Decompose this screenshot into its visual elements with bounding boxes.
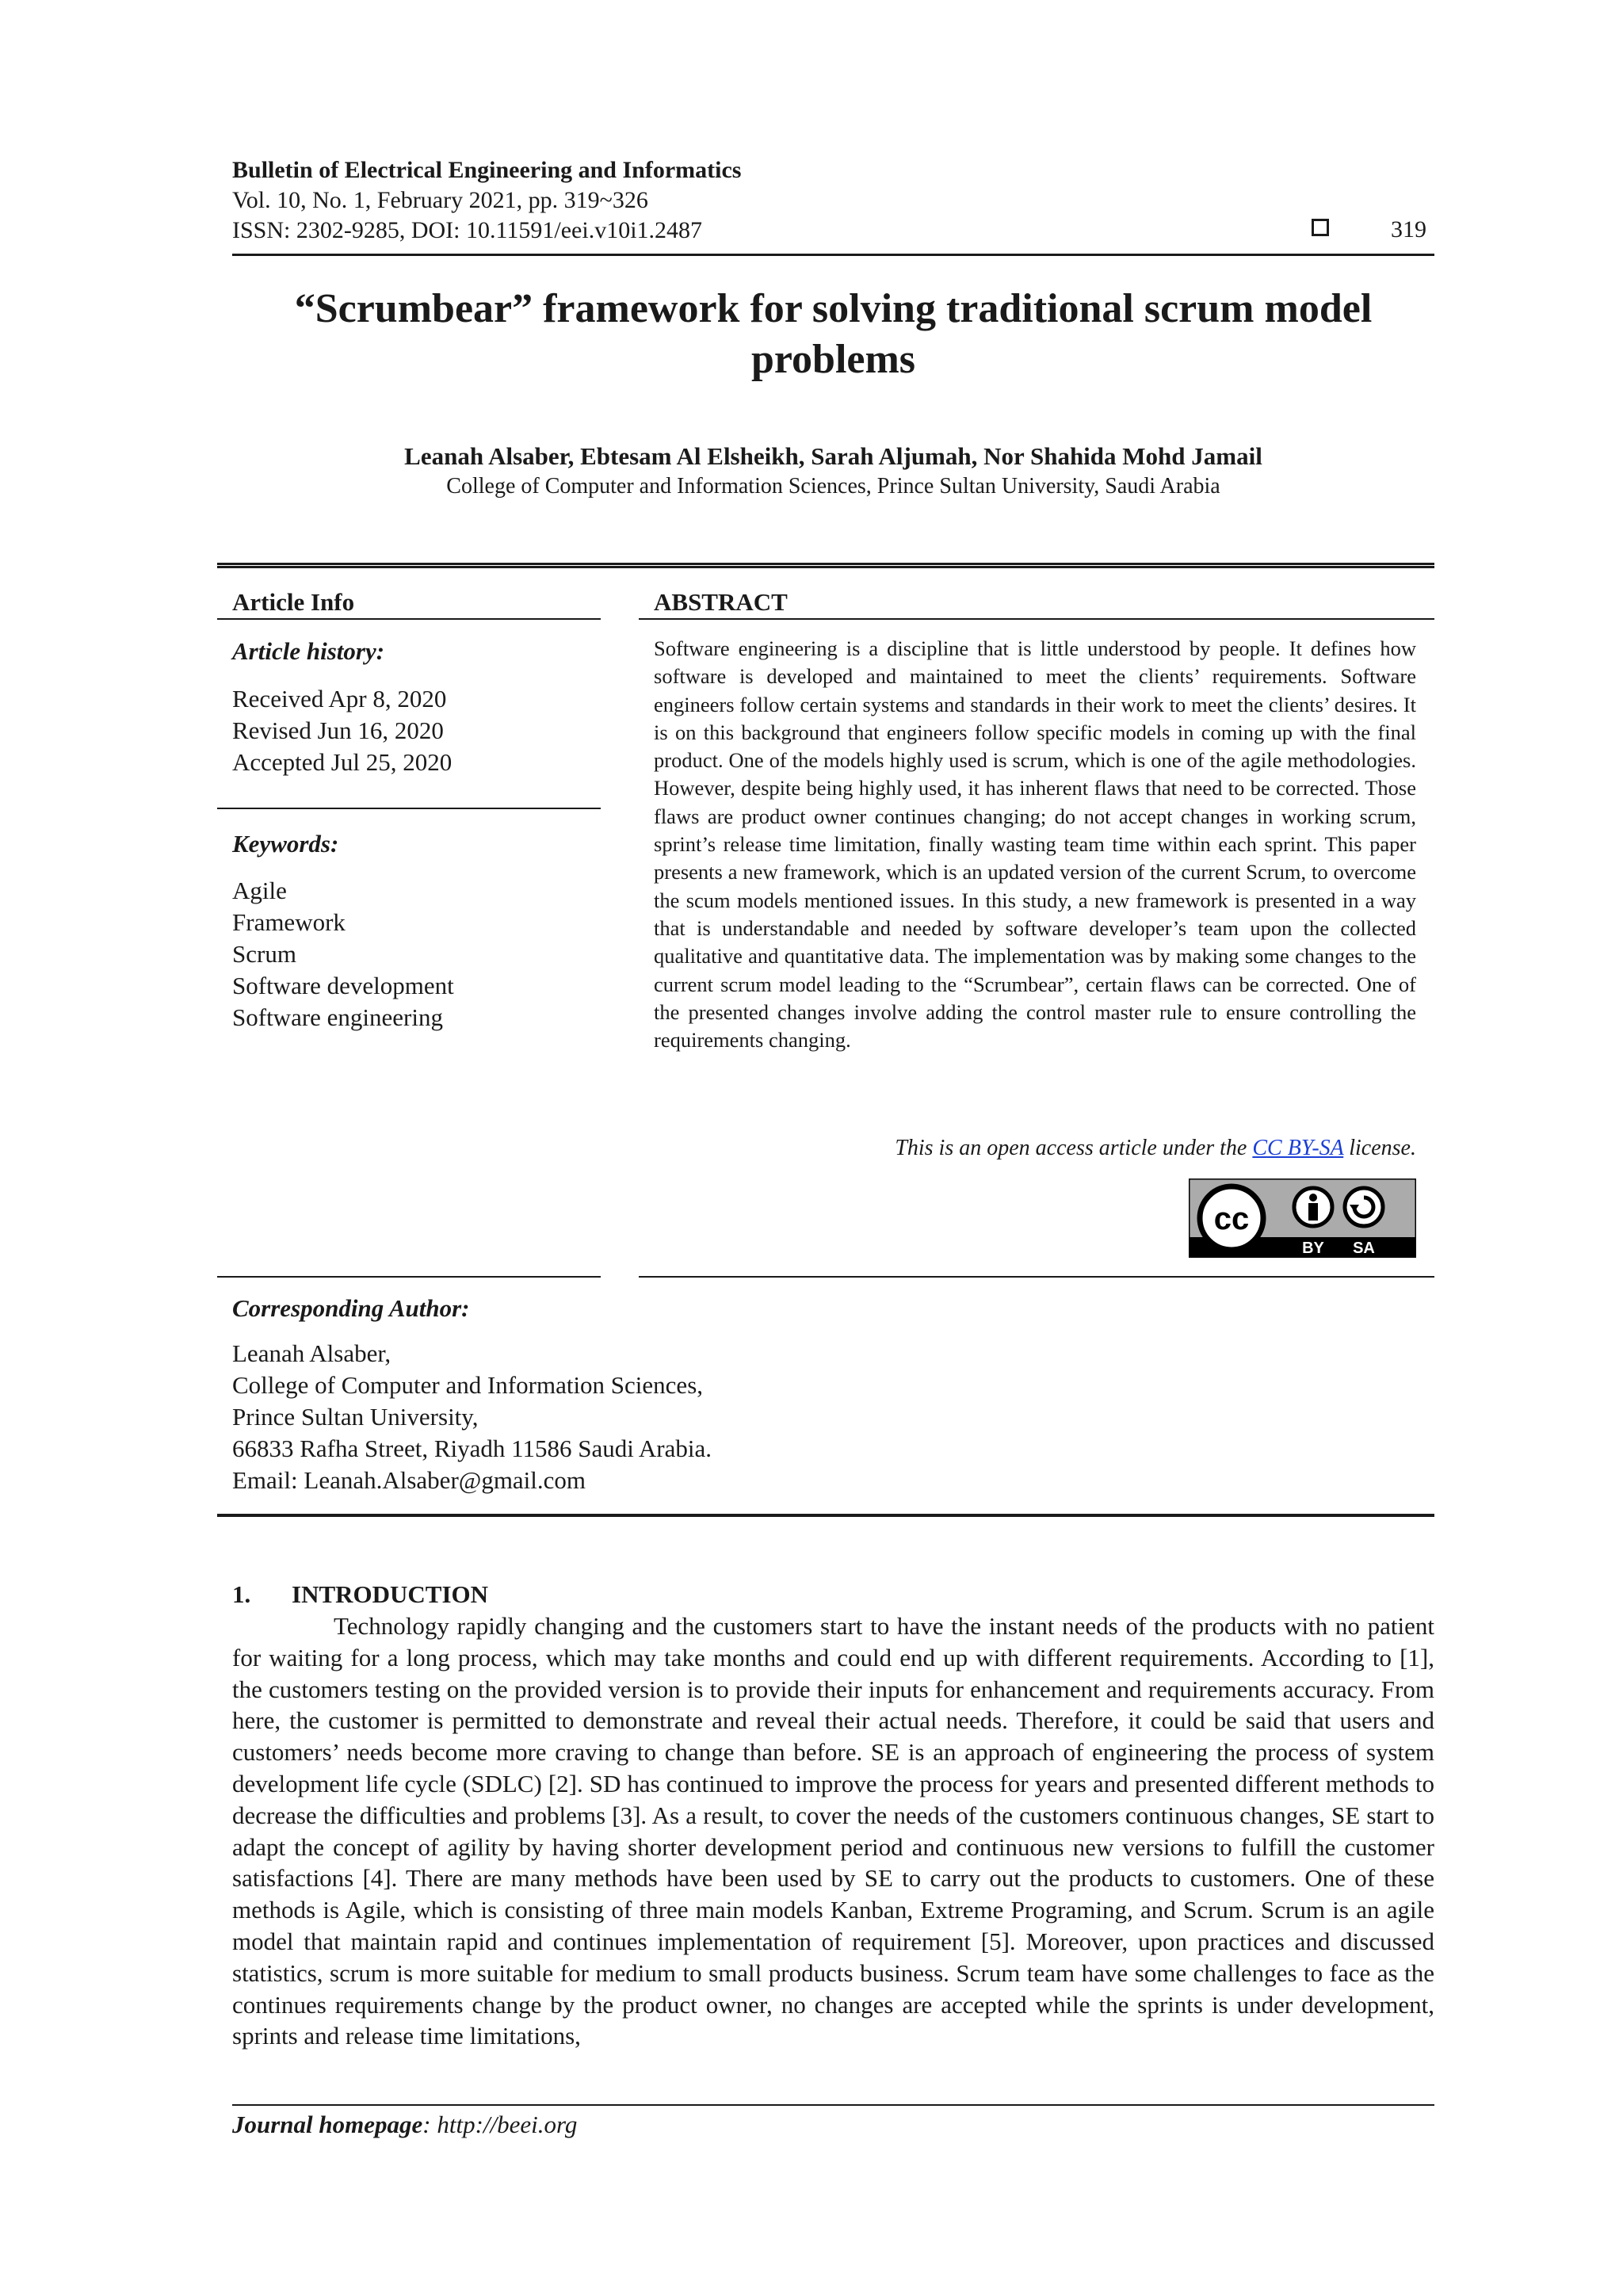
paper-title (232, 284, 1434, 385)
header-rule (232, 254, 1434, 256)
abstract-heading: ABSTRACT (654, 588, 788, 616)
license-statement (654, 1134, 1416, 1163)
corresponding-university: Prince Sultan University, (232, 1403, 479, 1431)
title-line-1: “Scrumbear” framework for solving traditional scrum model (294, 286, 1373, 331)
corresponding-name: Leanah Alsaber, (232, 1339, 391, 1367)
keyword-item: Framework (232, 908, 346, 936)
keyword-item: Agile (232, 877, 287, 904)
author-list: Leanah Alsaber, Ebtesam Al Elsheikh, Sarah Aljumah, Nor Shahida Mohd Jamail (404, 442, 1262, 470)
keywords-heading: Keywords: (232, 830, 339, 858)
abstract-text: Software engineering is a discipline that is little understood by people. It defines how software is developed and maintained to meet the clients’ requirements. Software engineers follow certain systems and standards in their work to meet the clients’ desires. It is on this background that engineers follow specific models in coming up with the final product. One of the models highly used is scrum, which is one of the agile methodologies. However, despite being highly used, it has inherent flaws that need to be corrected. Those flaws are product owner continues changing; do not accept changes in working scrum, sprint’s release time limitation, finally wasting team time within each sprint. This paper presents a new framework, which is an updated version of the current Scrum, to overcome the scum models mentioned issues. In this study, a new framework is presented in a way that is understandable and needed by software developer’s team upon the collected qualitative and quantitative data. The implementation was by making some changes to the current scrum model leading to the “Scrumbear”, certain flaws can be corrected. One of the presented changes involve adding the control master rule to ensure controlling the requirements changing. (654, 636, 1416, 1052)
article-info-heading: Article Info (232, 588, 355, 616)
section-number: 1. (232, 1580, 251, 1608)
keyword-item: Software development (232, 972, 454, 999)
info-bottom-rule (217, 1514, 1434, 1517)
history-rule (217, 808, 601, 809)
corresponding-address: 66833 Rafha Street, Riyadh 11586 Saudi Arabia. (232, 1435, 712, 1462)
homepage-label: Journal homepage (232, 2111, 423, 2138)
homepage-url[interactable]: : http://beei.org (422, 2111, 578, 2138)
cc-logo-text: cc (1213, 1201, 1250, 1236)
badge-by-label: BY (1302, 1240, 1324, 1257)
corresponding-details (232, 1338, 712, 1496)
article-history-list (232, 683, 452, 778)
square-bullet-icon (1312, 219, 1329, 236)
journal-homepage (232, 2110, 577, 2140)
abstract-rule (639, 618, 1434, 620)
history-received: Received Apr 8, 2020 (232, 685, 447, 712)
affiliation: College of Computer and Information Sciences, Prince Sultan University, Saudi Arabia (446, 474, 1220, 499)
corresponding-email: Email: Leanah.Alsaber@gmail.com (232, 1466, 586, 1494)
journal-name: Bulletin of Electrical Engineering and Informatics (232, 157, 742, 183)
history-accepted: Accepted Jul 25, 2020 (232, 748, 453, 776)
license-prefix: This is an open access article under the (895, 1136, 1247, 1160)
cc-by-sa-badge[interactable] (1189, 1179, 1416, 1258)
keywords-bottom-rule (217, 1276, 601, 1278)
introduction-paragraph: Technology rapidly changing and the customers start to have the instant needs of the products with no patient for waiting for a long process, which may take months and could end up with different requirements. According to [1], the customers testing on the provided version is to provide their inputs for enhancement and requirements accuracy. From here, the customer is permitted to demonstrate and reveal their actual needs. Therefore, it could be said that users and customers’ needs become more craving to change than before. SE is an approach of engineering the process of system development life cycle (SDLC) [2]. SD has continued to improve the process for years and presented different methods to decrease the difficulties and problems [3]. As a result, to cover the needs of the customers continuous changes, SE start to adapt the concept of agility by having shorter development period and continuous new versions to fulfill the customer satisfactions [4]. There are many methods have been used by SE to carry out the products to customers. One of these methods is Agile, which is consisting of three main models Kanban, Extreme Programing, and Scrum. Scrum is an agile model that maintain rapid and continues implementation of requirement [5]. Moreover, upon practices and discussed statistics, scrum is more suitable for medium to small products business. Scrum team have some challenges to face as the continues requirements change by the product owner, no changes are accepted while the sprints is under development, sprints and release time limitations, (232, 1612, 1434, 2050)
article-history-heading: Article history: (232, 637, 385, 665)
title-line-2: problems (750, 337, 916, 382)
issn-line: ISSN: 2302-9285, DOI: 10.11591/eei.v10i1.2487 (232, 217, 703, 243)
section-heading-introduction (232, 1580, 488, 1610)
article-info-rule (217, 618, 601, 620)
footer-rule (232, 2104, 1434, 2106)
share-alike-icon (1345, 1188, 1383, 1226)
badge-sa-label: SA (1353, 1240, 1375, 1257)
corresponding-heading: Corresponding Author: (232, 1294, 470, 1322)
section-title: INTRODUCTION (292, 1580, 489, 1608)
keyword-item: Scrum (232, 940, 296, 968)
corresponding-college: College of Computer and Information Sciences, (232, 1371, 704, 1399)
volume-line: Vol. 10, No. 1, February 2021, pp. 319~326 (232, 187, 648, 213)
license-link[interactable]: CC BY-SA (1252, 1136, 1344, 1160)
license-suffix: license. (1349, 1136, 1416, 1160)
abstract-bottom-rule (639, 1276, 1434, 1278)
keywords-list (232, 875, 454, 1033)
history-revised: Revised Jun 16, 2020 (232, 716, 444, 744)
keyword-item: Software engineering (232, 1003, 443, 1031)
page-number: 319 (1391, 216, 1426, 243)
info-top-double-rule (217, 563, 1434, 568)
